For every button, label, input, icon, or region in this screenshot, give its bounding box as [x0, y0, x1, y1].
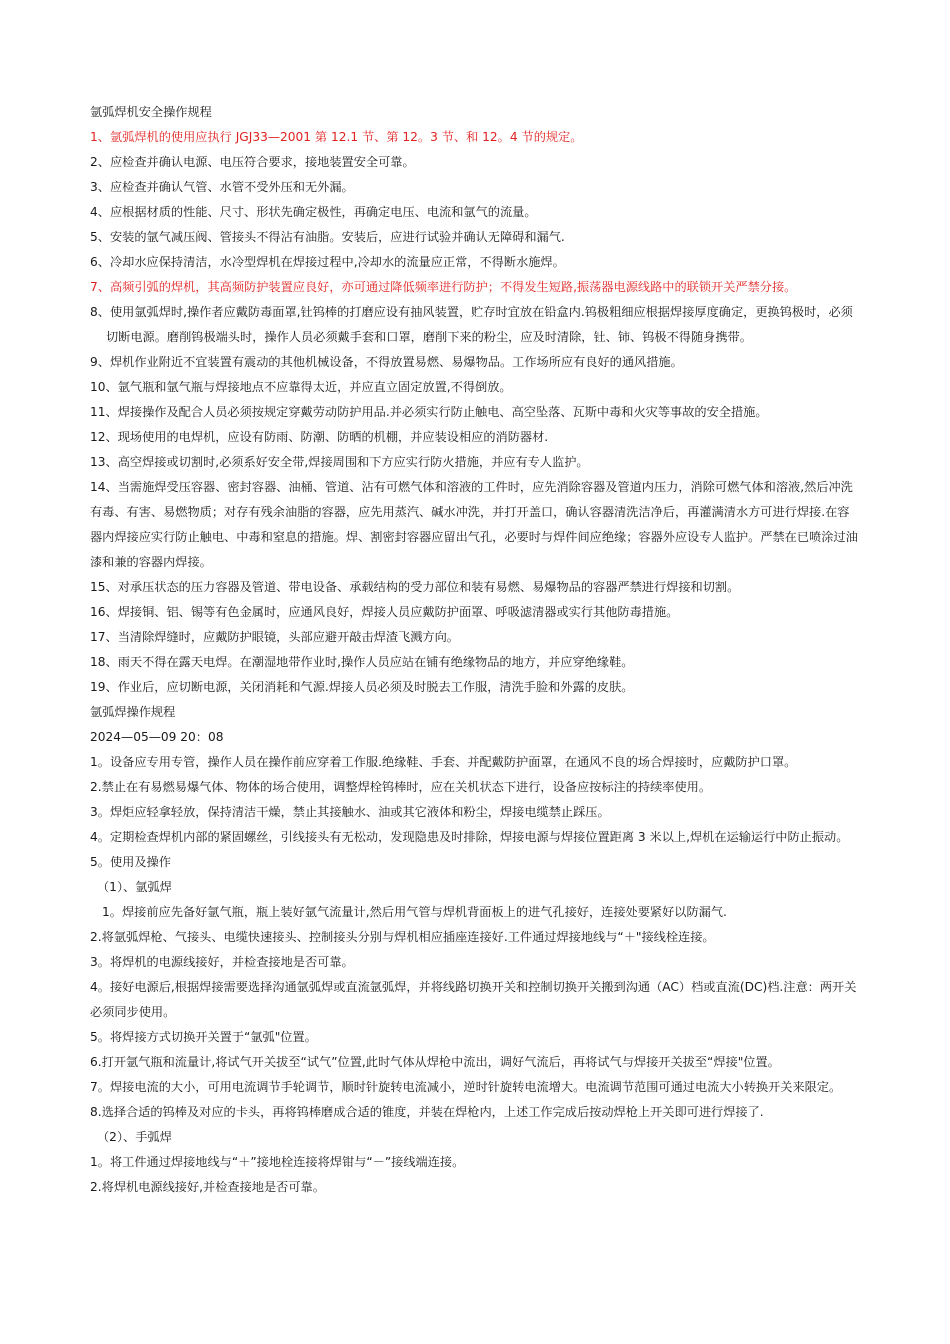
- operation-step-item: 4。定期检查焊机内部的紧固螺丝，引线接头有无松动，发现隐患及时排除，焊接电源与焊接位置距离 3 米以上,焊机在运输运行中防止振动。: [90, 830, 849, 844]
- operation-step-item: 6.打开氩气瓶和流量计,将试气开关拔至“试气”位置,此时气体从焊枪中流出，调好气流后，再将试气与焊接开关拔至“焊接"位置。: [90, 1055, 780, 1069]
- safety-rule-item: 18、雨天不得在露天电焊。在潮湿地带作业时,操作人员应站在铺有绝缘物品的地方，并应穿绝缘鞋。: [90, 655, 634, 669]
- safety-rule-item: 9、焊机作业附近不宜装置有震动的其他机械设备，不得放置易燃、易爆物品。工作场所应有良好的通风措施。: [90, 355, 683, 369]
- safety-rule-item: 19、作业后，应切断电源，关闭消耗和气源.焊接人员必须及时脱去工作服，清洗手脸和外露的皮肤。: [90, 680, 634, 694]
- operation-step-item: 2.禁止在有易燃易爆气体、物体的场合使用，调整焊栓钨棒时，应在关机状态下进行，设备应按标注的持续率使用。: [90, 780, 712, 794]
- safety-rule-item: 14、当需施焊受压容器、密封容器、油桶、管道、沾有可燃气体和溶液的工件时，应先消除容器及管道内压力，消除可燃气体和溶液,然后冲洗有毒、有害、易燃物质；对存有残余油脂的容器，应先用蒸汽、碱水冲洗，并打开盖口，确认容器清洗洁净后，再灌满清水方可进行焊接.在容器内焊接应实行防止触电、中毒和窒息的措施。焊、割密封容器应留出气孔，必要时与焊件间应绝缘；容器外应设专人监护。严禁在已喷涂过油漆和兼的容器内焊接。: [90, 480, 858, 569]
- safety-rule-item: 13、高空焊接或切割时,必须系好安全带,焊接周围和下方应实行防火措施，并应有专人监护。: [90, 455, 589, 469]
- operation-step-item: （1）、氩弧焊: [97, 880, 172, 894]
- document-date: 2024—05—09 20：08: [90, 730, 224, 744]
- safety-rule-item: 1、氩弧焊机的使用应执行 JGJ33—2001 第 12.1 节、第 12。3 节、和 12。4 节的规定。: [90, 130, 583, 144]
- safety-rule-item: 12、现场使用的电焊机，应设有防雨、防潮、防晒的机棚，并应装设相应的消防器材.: [90, 430, 549, 444]
- safety-rule-item: 3、应检查并确认气管、水管不受外压和无外漏。: [90, 180, 354, 194]
- safety-rule-item: 17、当清除焊缝时，应戴防护眼镜，头部应避开敲击焊渣飞溅方向。: [90, 630, 459, 644]
- safety-rule-item: 15、对承压状态的压力容器及管道、带电设备、承载结构的受力部位和装有易燃、易爆物品的容器严禁进行焊接和切割。: [90, 580, 740, 594]
- operation-step-item: 1。焊接前应先备好氩气瓶，瓶上装好氩气流量计,然后用气管与焊机背面板上的进气孔接好，连接处要紧好以防漏气.: [102, 905, 727, 919]
- operation-step-item: 3。焊炬应轻拿轻放，保持清洁干燥，禁止其接触水、油或其它液体和粉尘，焊接电缆禁止踩压。: [90, 805, 610, 819]
- operation-step-item: 8.选择合适的钨棒及对应的卡头，再将钨棒磨成合适的锥度，并装在焊枪内，上述工作完成后按动焊枪上开关即可进行焊接了.: [90, 1105, 764, 1119]
- operation-step-item: 5。使用及操作: [90, 855, 171, 869]
- safety-rule-item: 7、高频引弧的焊机，其高频防护装置应良好，亦可通过降低频率进行防护；不得发生短路,振荡器电源线路中的联锁开关严禁分接。: [90, 280, 797, 294]
- operation-step-item: 3。将焊机的电源线接好，并检查接地是否可靠。: [90, 955, 354, 969]
- operation-step-item: 2.将焊机电源线接好,并检查接地是否可靠。: [90, 1180, 325, 1194]
- operation-step-item: 1。将工件通过焊接地线与“＋”接地栓连接将焊钳与“－”接线端连接。: [90, 1155, 465, 1169]
- safety-rule-item: 11、焊接操作及配合人员必须按规定穿戴劳动防护用品.并必须实行防止触电、高空坠落、瓦斯中毒和火灾等事故的安全措施。: [90, 405, 768, 419]
- section-title-operation: 氩弧焊操作规程: [90, 705, 176, 719]
- operation-step-item: 7。焊接电流的大小，可用电流调节手轮调节，顺时针旋转电流减小，逆时针旋转电流增大。电流调节范围可通过电流大小转换开关来限定。: [90, 1080, 842, 1094]
- operation-step-item: 2.将氩弧焊枪、气接头、电缆快速接头、控制接头分别与焊机相应插座连接好.工件通过焊接地线与“＋"接线栓连接。: [90, 930, 715, 944]
- safety-rule-item: 10、氩气瓶和氩气瓶与焊接地点不应靠得太近，并应直立固定放置,不得倒放。: [90, 380, 512, 394]
- operation-step-item: 1。设备应专用专管，操作人员在操作前应穿着工作服.绝缘鞋、手套、并配戴防护面罩，在通风不良的场合焊接时，应戴防护口罩。: [90, 755, 797, 769]
- safety-rule-item: 5、安装的氩气减压阀、管接头不得沾有油脂。安装后，应进行试验并确认无障碍和漏气.: [90, 230, 565, 244]
- operation-step-item: （2）、手弧焊: [97, 1130, 172, 1144]
- safety-rule-item: 16、焊接铜、铝、锡等有色金属时，应通风良好，焊接人员应戴防护面罩、呼吸滤清器或实行其他防毒措施。: [90, 605, 679, 619]
- operation-step-item: 4。接好电源后,根据焊接需要选择沟通氩弧焊或直流氩弧焊，并将线路切换开关和控制切换开关搬到沟通（AC）档或直流(DC)档.注意：两开关必须同步使用。: [90, 980, 857, 1019]
- safety-rule-item: 2、应检查并确认电源、电压符合要求，接地装置安全可靠。: [90, 155, 415, 169]
- operation-step-item: 5。将焊接方式切换开关置于“氩弧"位置。: [90, 1030, 317, 1044]
- operation-steps-list: [90, 750, 860, 1200]
- safety-rule-item: 8、使用氩弧焊时,操作者应戴防毒面罩,钍钨棒的打磨应设有抽风装置，贮存时宜放在铅盒内.钨极粗细应根据焊接厚度确定，更换钨极时，必须切断电源。磨削钨极端头时，操作人员必须戴手套和口罩，磨削下来的粉尘，应及时清除，钍、铈、钨极不得随身携带。: [90, 305, 853, 344]
- safety-rule-item: 6、冷却水应保持清洁，水冷型焊机在焊接过程中,冷却水的流量应正常，不得断水施焊。: [90, 255, 565, 269]
- safety-rules-list: [90, 125, 860, 700]
- document-body: [90, 100, 860, 1200]
- section-title-safety: 氩弧焊机安全操作规程: [90, 105, 212, 119]
- safety-rule-item: 4、应根据材质的性能、尺寸、形状先确定极性，再确定电压、电流和氩气的流量。: [90, 205, 537, 219]
